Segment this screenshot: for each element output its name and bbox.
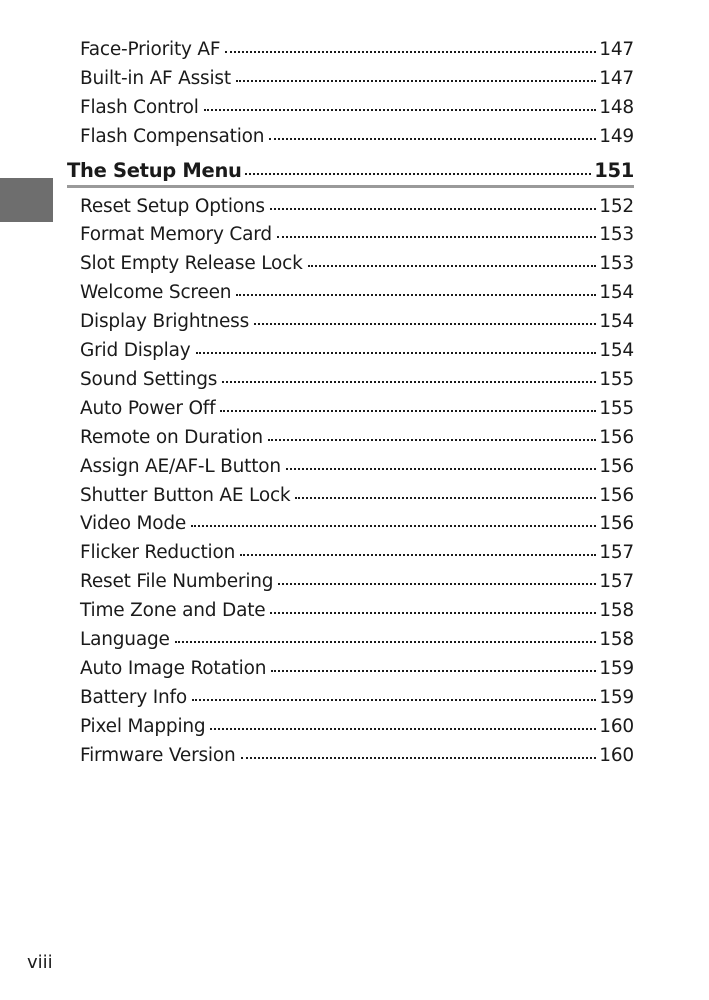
dot-leader xyxy=(277,222,596,241)
entry-page-number: 155 xyxy=(599,368,634,390)
toc-entry[interactable] xyxy=(80,569,634,593)
entry-title: Firmware Version xyxy=(80,744,236,766)
entry-page-number: 156 xyxy=(599,484,634,506)
entry-title: Time Zone and Date xyxy=(80,600,266,622)
toc-entry[interactable] xyxy=(80,95,634,119)
dot-leader xyxy=(269,124,596,143)
entry-page-number: 156 xyxy=(599,455,634,477)
toc-entry[interactable] xyxy=(80,482,634,506)
toc-entry[interactable] xyxy=(80,742,634,766)
entry-title: Reset File Numbering xyxy=(80,571,274,593)
entry-title: Slot Empty Release Lock xyxy=(80,253,303,275)
entry-page-number: 152 xyxy=(599,195,634,217)
toc-entry[interactable] xyxy=(80,124,634,148)
entry-page-number: 155 xyxy=(599,397,634,419)
entry-title: Display Brightness xyxy=(80,311,250,333)
entry-title: Flicker Reduction xyxy=(80,542,236,564)
toc-section-heading[interactable] xyxy=(67,157,634,185)
toc-entry[interactable] xyxy=(80,193,634,217)
entry-page-number: 154 xyxy=(599,311,634,333)
entry-title: Pixel Mapping xyxy=(80,715,206,737)
dot-leader xyxy=(196,338,597,357)
dot-leader xyxy=(210,713,596,732)
dot-leader xyxy=(295,482,596,501)
chapter-tab-marker xyxy=(0,178,53,222)
entry-title: Sound Settings xyxy=(80,368,218,390)
page-folio: viii xyxy=(27,952,53,973)
entry-title: Reset Setup Options xyxy=(80,195,265,217)
entry-page-number: 159 xyxy=(599,686,634,708)
entry-page-number: 148 xyxy=(599,97,634,119)
dot-leader xyxy=(236,65,596,84)
entry-title: Shutter Button AE Lock xyxy=(80,484,291,506)
toc-entry[interactable] xyxy=(80,395,634,419)
entry-page-number: 159 xyxy=(599,657,634,679)
dot-leader xyxy=(308,251,597,270)
entry-page-number: 158 xyxy=(599,629,634,650)
dot-leader xyxy=(286,453,596,472)
entry-page-number: 153 xyxy=(599,224,634,246)
entry-title: Welcome Screen xyxy=(80,282,232,304)
dot-leader xyxy=(271,655,596,674)
dot-leader xyxy=(220,395,596,414)
entry-page-number: 157 xyxy=(599,571,634,593)
toc-entry[interactable] xyxy=(80,36,634,60)
dot-leader xyxy=(278,569,596,588)
entry-title: Video Mode xyxy=(80,513,187,535)
toc-entry[interactable] xyxy=(80,684,634,708)
entry-page-number: 154 xyxy=(599,282,634,304)
entry-title: Built-in AF Assist xyxy=(80,67,231,89)
entry-page-number: 156 xyxy=(599,426,634,448)
dot-leader xyxy=(175,627,597,646)
entry-page-number: 154 xyxy=(599,340,634,361)
entry-title: Grid Display xyxy=(80,340,191,361)
entry-page-number: 149 xyxy=(599,126,634,148)
dot-leader xyxy=(270,598,596,617)
toc-entry[interactable] xyxy=(80,511,634,535)
toc-entry[interactable] xyxy=(80,222,634,246)
toc-entry[interactable] xyxy=(80,338,634,362)
entry-title: Battery Info xyxy=(80,686,187,708)
toc-entry[interactable] xyxy=(80,598,634,622)
dot-leader xyxy=(240,540,596,559)
entry-page-number: 156 xyxy=(599,513,634,535)
toc-entry[interactable] xyxy=(80,627,634,651)
entry-title: Language xyxy=(80,629,170,650)
dot-leader xyxy=(268,424,596,443)
dot-leader xyxy=(236,280,596,299)
entry-title: Format Memory Card xyxy=(80,224,272,246)
entry-title: Assign AE/AF-L Button xyxy=(80,455,281,477)
toc-entry[interactable] xyxy=(80,251,634,275)
section-divider xyxy=(67,185,634,188)
toc-entry[interactable] xyxy=(80,65,634,89)
entry-page-number: 147 xyxy=(599,38,634,60)
entry-page-number: 157 xyxy=(599,542,634,564)
toc-entry[interactable] xyxy=(80,424,634,448)
toc-entry[interactable] xyxy=(80,540,634,564)
dot-leader xyxy=(270,193,596,212)
entry-title: Flash Compensation xyxy=(80,126,265,148)
dot-leader xyxy=(204,95,597,114)
dot-leader xyxy=(191,511,596,530)
dot-leader xyxy=(241,742,597,761)
dot-leader xyxy=(245,157,592,177)
dot-leader xyxy=(192,684,596,703)
entry-title: Remote on Duration xyxy=(80,426,263,448)
section-title: The Setup Menu xyxy=(67,158,242,182)
entry-title: Face-Priority AF xyxy=(80,38,221,60)
toc-entry[interactable] xyxy=(80,280,634,304)
toc-entry[interactable] xyxy=(80,713,634,737)
dot-leader xyxy=(254,309,596,328)
section-page-number: 151 xyxy=(594,158,634,182)
entry-page-number: 160 xyxy=(599,715,634,737)
toc-entry[interactable] xyxy=(80,309,634,333)
entry-title: Flash Control xyxy=(80,97,199,119)
toc-entry[interactable] xyxy=(80,453,634,477)
entry-page-number: 158 xyxy=(599,600,634,622)
toc-entry[interactable] xyxy=(80,366,634,390)
entry-page-number: 160 xyxy=(599,744,634,766)
dot-leader xyxy=(222,366,596,385)
entry-title: Auto Power Off xyxy=(80,397,216,419)
dot-leader xyxy=(225,36,596,55)
entry-page-number: 153 xyxy=(599,253,634,275)
entry-page-number: 147 xyxy=(599,67,634,89)
toc-entry[interactable] xyxy=(80,655,634,679)
entry-title: Auto Image Rotation xyxy=(80,657,267,679)
